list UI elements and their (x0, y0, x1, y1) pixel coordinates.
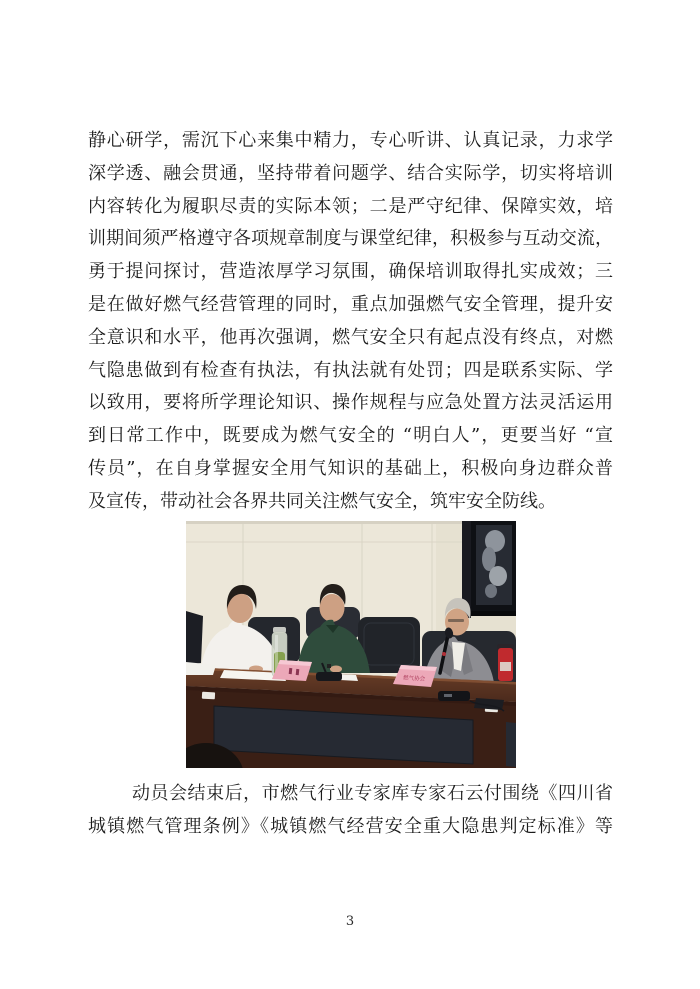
text-line: 以致用，要将所学理论知识、操作规程与应急处置方法灵活运用 (88, 392, 613, 414)
projection-screen (462, 521, 516, 618)
text-line: 城镇燃气管理条例》《城镇燃气经营安全重大隐患判定标准》等 (88, 815, 613, 837)
text-line: 动员会结束后，市燃气行业专家库专家石云付围绕《四川省 (132, 783, 613, 804)
paragraph-1 (88, 125, 613, 519)
text-line: 及宣传，带动社会各界共同关注燃气安全，筑牢安全防线。 (88, 490, 556, 512)
text-line: 静心研学，需沉下心来集中精力，专心听讲、认真记录，力求学 (88, 130, 613, 151)
name-plate-right-label: 燃气协会 (402, 675, 426, 683)
red-cup (497, 644, 514, 681)
text-line: 勇于提问探讨，营造浓厚学习氛围，确保培训取得扎实成效；三 (88, 261, 613, 283)
text-line: 内容转化为履职尽责的实际本领；二是严守纪律、保障实效，培 (88, 195, 613, 217)
text-line: 到日常工作中，既要成为燃气安全的 “明白人”，更要当好 “宣 (88, 425, 613, 447)
microphone-base-right (438, 691, 470, 701)
white-label (202, 692, 215, 700)
meeting-photo (186, 521, 516, 768)
text-line: 气隐患做到有检查有执法，有执法就有处罚；四是联系实际、学 (88, 359, 613, 381)
text-line: 全意识和水平，他再次强调，燃气安全只有起点没有终点，对燃 (88, 326, 613, 348)
laptop (186, 611, 203, 665)
text-line: 训期间须严格遵守各项规章制度与课堂纪律，积极参与互动交流， (88, 228, 613, 250)
text-line: 深学透、融会贯通，坚持带着问题学、结合实际学，切实将培训 (88, 162, 613, 184)
text-line: 是在做好燃气经营管理的同时，重点加强燃气安全管理，提升安 (88, 293, 613, 315)
page-number: 3 (345, 914, 355, 929)
paragraph-2 (88, 778, 613, 844)
name-plate-right (393, 665, 437, 687)
conference-table (186, 667, 516, 768)
table-front-panel-right (506, 722, 516, 767)
text-line: 传员”，在自身掌握安全用气知识的基础上，积极向身边群众普 (88, 457, 613, 479)
